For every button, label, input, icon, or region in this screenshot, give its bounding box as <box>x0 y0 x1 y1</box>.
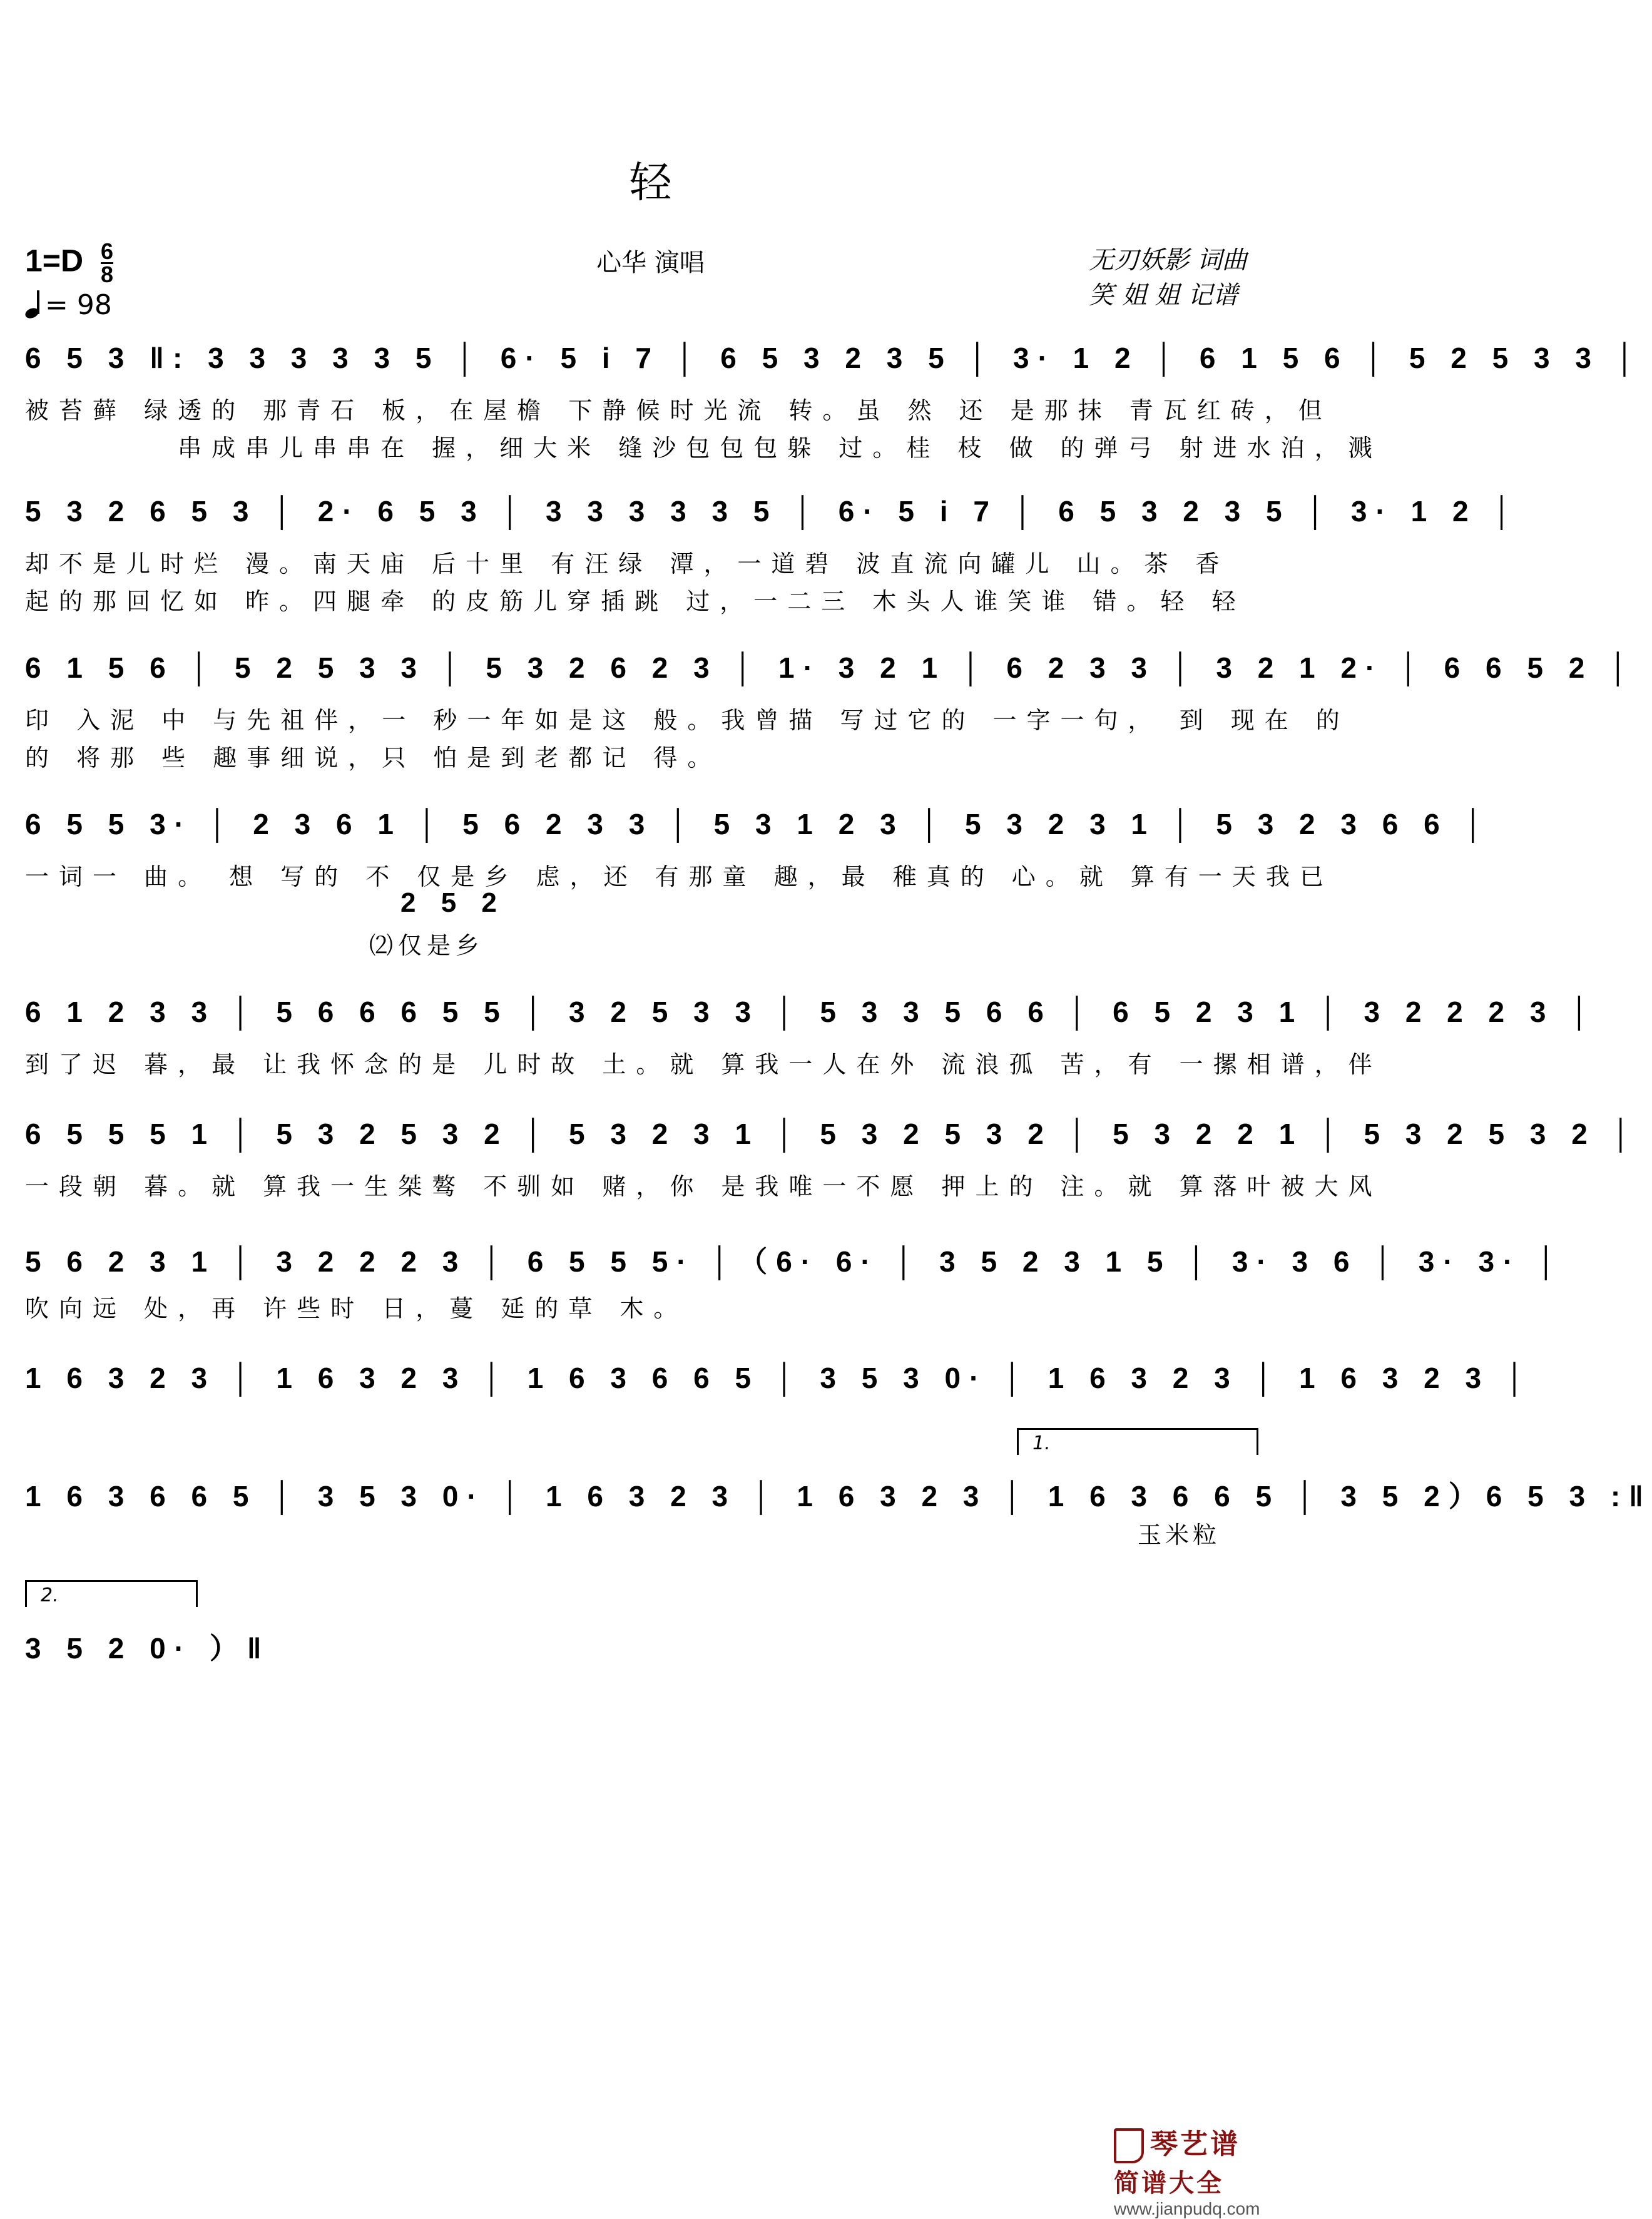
lyric-line: 吹向远 处，再 许些时 日，蔓 延的草 木。 <box>25 1295 688 1322</box>
lyric-line: 被苔藓 绿透的 那青石 板，在屋檐 下静候时光流 转。虽 然 还 是那抹 青瓦红砖，但 <box>25 397 1332 424</box>
music-line: 6 5 5 3· │ 2 3 6 1 │ 5 6 2 3 3 │ 5 3 1 2 3 │ 5 3 2 3 1 │ 5 3 2 3 6 6 │ <box>25 808 1492 840</box>
lyric-line: 串成串儿串串在 握，细大米 缝沙包包包躲 过。桂 枝 做 的弹弓 射进水泊，溅 <box>25 434 1382 462</box>
lyric-line: 的 将那 些 趣事细说，只 怕是到老都记 得。 <box>25 744 721 772</box>
time-numerator: 6 <box>101 238 114 264</box>
music-line: 6 5 3 ‖: 3 3 3 3 3 5 │ 6· 5 i 7 │ 6 5 3 2 3 5 │ 3· 1 2 │ 6 1 5 6 │ 5 2 5 3 3 │ <box>25 342 1644 374</box>
key-signature: 1=D <box>25 243 84 278</box>
music-line: 6 1 2 3 3 │ 5 6 6 6 5 5 │ 3 2 5 3 3 │ 5 3 3 5 6 6 │ 6 5 2 3 1 │ 3 2 2 2 3 │ <box>25 996 1599 1028</box>
music-line: 1 6 3 2 3 │ 1 6 3 2 3 │ 1 6 3 6 6 5 │ 3 5 3 0· │ 1 6 3 2 3 │ 1 6 3 2 3 │ <box>25 1362 1534 1394</box>
arranger-credit: 玉米粒 <box>1138 1521 1221 1549</box>
lyric-line: 到了迟 暮，最 让我怀念的是 儿时故 土。就 算我一人在外 流浪孤 苦，有 一摞相谱，伴 <box>25 1051 1382 1078</box>
watermark-brand: 琴艺谱 <box>1150 2128 1240 2160</box>
piano-logo-icon <box>1114 2128 1144 2163</box>
music-line: 6 1 5 6 │ 5 2 5 3 3 │ 5 3 2 6 2 3 │ 1· 3 2 1 │ 6 2 3 3 │ 3 2 1 2· │ 6 6 5 2 │ <box>25 651 1637 684</box>
tempo-marking <box>25 289 112 321</box>
music-line: 5 6 2 3 1 │ 3 2 2 2 3 │ 6 5 5 5· │（6· 6· │ 3 5 2 3 1 5 │ 3· 3 6 │ 3· 3· │ <box>25 1245 1565 1278</box>
second-ending-bracket <box>25 1580 198 1607</box>
singer-credit: 心华 演唱 <box>596 248 705 277</box>
lyric-line: 一段朝 暮。就 算我一生桀骜 不驯如 赌，你 是我唯一不愿 押上的 注。就 算落叶被大风 <box>25 1173 1382 1200</box>
watermark-name: 简谱大全 <box>1114 2169 1224 2198</box>
lyric-line: 印 入泥 中 与先祖伴，一 秒一年如是这 般。我曾描 写过它的 一字一句， 到 现在 的 <box>25 707 1350 734</box>
lyric-line: 却不是儿时烂 漫。南天庙 后十里 有汪绿 潭，一道碧 波直流向罐儿 山。茶 香 <box>25 550 1230 578</box>
music-line: 3 5 2 0· ）‖ <box>25 1632 270 1665</box>
lyric-line: 起的那回忆如 昨。四腿牵 的皮筋儿穿插跳 过，一二三 木头人谁笑谁 错。轻 轻 <box>25 588 1246 615</box>
music-line: 1 6 3 6 6 5 │ 3 5 3 0· │ 1 6 3 2 3 │ 1 6 3 2 3 │ 1 6 3 6 6 5 │ 3 5 2）6 5 3 :‖ <box>25 1480 1652 1512</box>
quarter-note-icon <box>25 293 41 318</box>
lyricist-composer-credit: 无刃妖影 词曲 <box>1089 246 1247 275</box>
music-line: 5 3 2 6 5 3 │ 2· 6 5 3 │ 3 3 3 3 3 5 │ 6· 5 i 7 │ 6 5 3 2 3 5 │ 3· 1 2 │ <box>25 495 1521 528</box>
first-ending-label: 1. <box>1032 1432 1051 1454</box>
music-line: 6 5 5 5 1 │ 5 3 2 5 3 2 │ 5 3 2 3 1 │ 5 3 2 5 3 2 │ 5 3 2 2 1 │ 5 3 2 5 3 2 │ <box>25 1118 1640 1150</box>
second-ending-label: 2. <box>41 1584 59 1606</box>
tempo-value: = 98 <box>45 289 112 321</box>
site-watermark <box>1114 2121 1260 2219</box>
transcriber-credit: 笑 姐 姐 记谱 <box>1089 281 1238 310</box>
alternate-lyric: ⑵仅是乡 <box>369 932 485 959</box>
alternate-notes: 2 5 2 <box>400 887 506 918</box>
watermark-url: www.jianpudq.com <box>1114 2199 1260 2218</box>
time-denominator: 8 <box>101 262 114 287</box>
lyric-line: 一词一 曲。 想 写的 不 仅是乡 虑，还 有那童 趣，最 稚真的 心。就 算有一天我已 <box>25 863 1333 890</box>
first-ending-bracket <box>1017 1428 1258 1455</box>
song-title: 轻 <box>629 158 672 208</box>
credits <box>1089 243 1247 313</box>
